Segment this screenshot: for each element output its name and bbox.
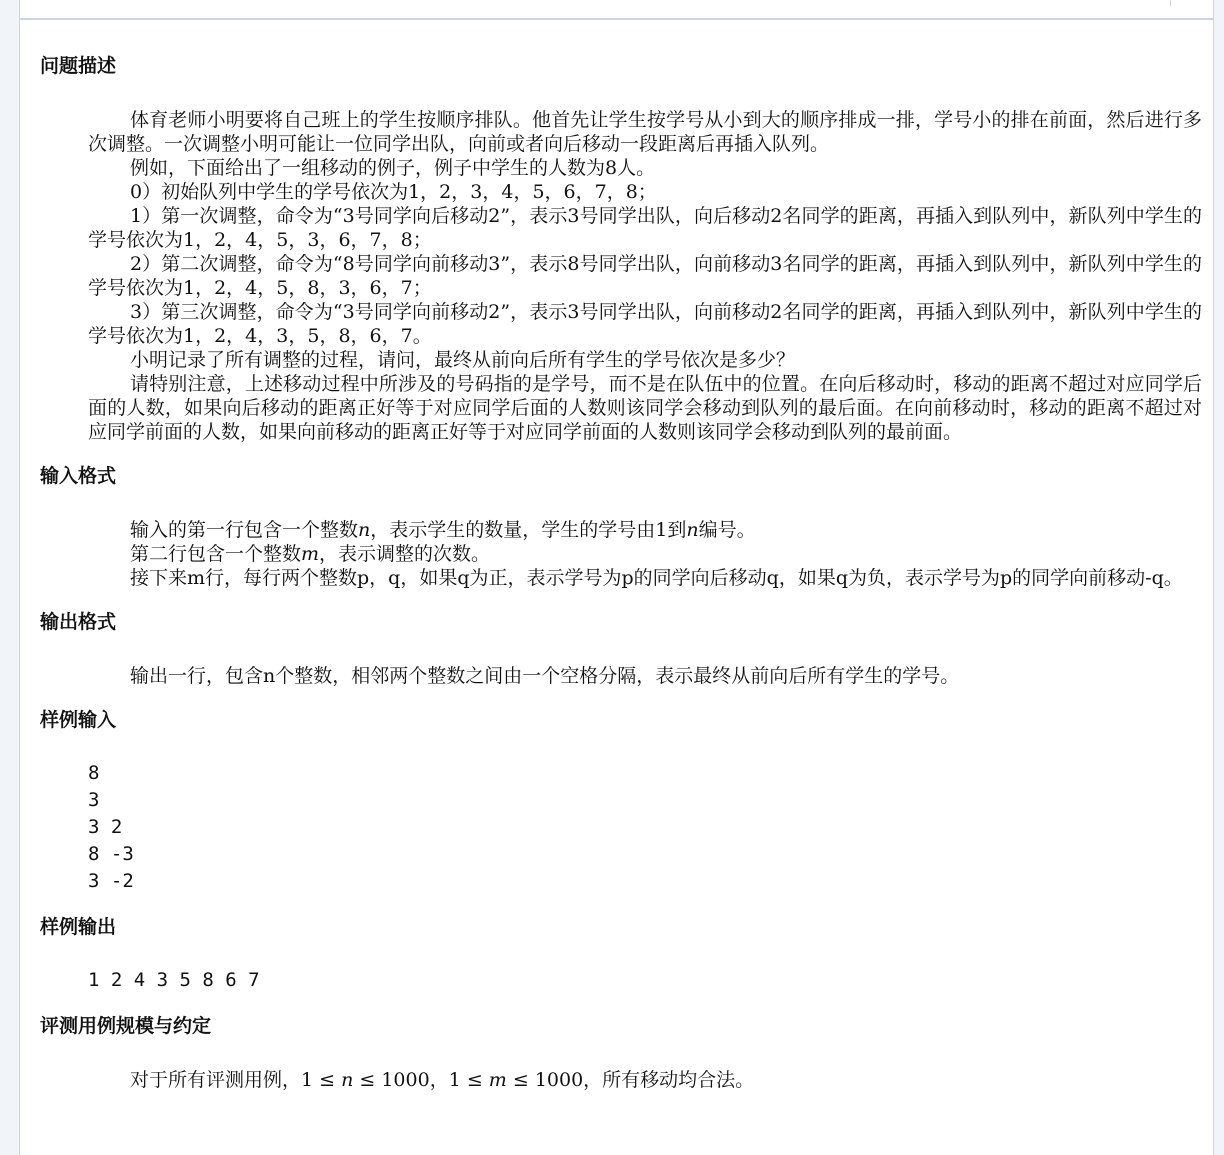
problem-content: [40, 52, 1202, 1092]
variable-n: n: [341, 1069, 354, 1091]
description-paragraph: 3）第三次调整，命令为“3号同学向前移动2”，表示3号同学出队，向前移动2名同学的距离，再插入到队列中，新队列中学生的学号依次为1，2，4，3，5，8，6，7。: [88, 301, 1202, 347]
section-title-constraints: 评测用例规模与约定: [40, 1015, 212, 1037]
output-format-body: [40, 664, 1202, 688]
sample-output-code: [40, 967, 1202, 994]
input-format-body: [40, 518, 1202, 590]
section-title-output-format: 输出格式: [40, 611, 117, 633]
top-tick: [1170, 0, 1171, 6]
description-body: [40, 108, 1202, 444]
description-paragraph: 0）初始队列中学生的学号依次为1，2，3，4，5，6，7，8；: [130, 181, 657, 203]
input-format-line: [88, 518, 1202, 542]
top-border: [0, 0, 1224, 20]
section-title-input-format: 输入格式: [40, 465, 117, 487]
input-format-line: [88, 542, 1202, 566]
text-span: ≤ 1000，所有移动均合法。: [506, 1069, 755, 1091]
text-span: ，表示学生的数量，学生的学号由1到: [370, 519, 687, 541]
section-title-description: 问题描述: [40, 55, 117, 77]
input-format-line: 接下来m行，每行两个整数p，q，如果q为正，表示学号为p的同学向后移动q，如果q为负，表示学号为p的同学向前移动-q。: [130, 567, 1183, 589]
output-format-line: 输出一行，包含n个整数，相邻两个整数之间由一个空格分隔，表示最终从前向后所有学生的学号。: [130, 665, 960, 687]
variable-n: n: [358, 519, 371, 541]
description-paragraph: 体育老师小明要将自己班上的学生按顺序排队。他首先让学生按学号从小到大的顺序排成一排，学号小的排在前面，然后进行多次调整。一次调整小明可能让一位同学出队，向前或者向后移动一段距离后再插入队列。: [88, 109, 1202, 155]
description-paragraph: 例如，下面给出了一组移动的例子，例子中学生的人数为8人。: [130, 157, 656, 179]
code-line: 8: [88, 762, 100, 784]
variable-m: m: [488, 1069, 507, 1091]
constraints-line: [88, 1068, 1202, 1092]
code-line: 1 2 4 3 5 8 6 7: [88, 969, 260, 991]
text-span: 编号。: [698, 519, 756, 541]
section-title-sample-input: 样例输入: [40, 709, 117, 731]
section-title-sample-output: 样例输出: [40, 916, 117, 938]
sample-input-code: [40, 760, 1202, 895]
description-paragraph: 请特别注意，上述移动过程中所涉及的号码指的是学号，而不是在队伍中的位置。在向后移动时，移动的距离不超过对应同学后面的人数，如果向后移动的距离正好等于对应同学后面的人数则该同学会移动到队列的最后面。在向前移动时，移动的距离不超过对应同学前面的人数，如果向前移动的距离正好等于对应同学前面的人数则该同学会移动到队列的最前面。: [88, 373, 1202, 443]
description-paragraph: 小明记录了所有调整的过程，请问，最终从前向后所有学生的学号依次是多少？: [130, 349, 796, 371]
code-line: 3 -2: [88, 870, 134, 892]
code-line: 8 -3: [88, 843, 134, 865]
left-gutter: [0, 0, 20, 1155]
text-span: ≤ 1000，1 ≤: [353, 1069, 489, 1091]
right-scrollbar[interactable]: [1213, 0, 1224, 1155]
text-span: 第二行包含一个整数: [130, 543, 302, 565]
text-span: 对于所有评测用例，1 ≤: [130, 1069, 342, 1091]
code-line: 3: [88, 789, 100, 811]
description-paragraph: 2）第二次调整，命令为“8号同学向前移动3”，表示8号同学出队，向前移动3名同学的距离，再插入到队列中，新队列中学生的学号依次为1，2，4，5，8，3，6，7；: [88, 253, 1202, 299]
constraints-body: [40, 1068, 1202, 1092]
text-span: 输入的第一行包含一个整数: [130, 519, 359, 541]
variable-m: m: [301, 543, 320, 565]
text-span: ，表示调整的次数。: [319, 543, 491, 565]
code-line: 3 2: [88, 816, 123, 838]
variable-n: n: [686, 519, 699, 541]
description-paragraph: 1）第一次调整，命令为“3号同学向后移动2”，表示3号同学出队，向后移动2名同学的距离，再插入到队列中，新队列中学生的学号依次为1，2，4，5，3，6，7，8；: [88, 205, 1202, 251]
